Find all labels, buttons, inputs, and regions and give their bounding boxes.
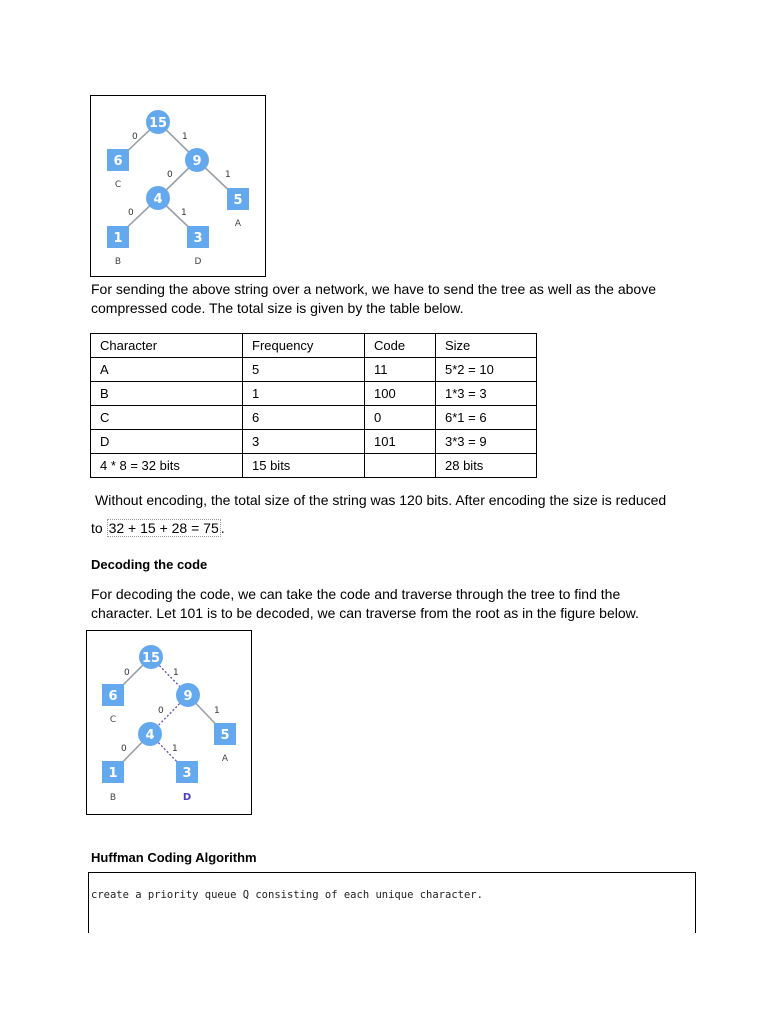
bit-label: 0 — [132, 132, 138, 142]
tree-node-internal — [146, 186, 170, 210]
table-cell: 0 — [365, 406, 436, 430]
tree-leaf-d — [176, 761, 198, 783]
char-label: B — [114, 257, 122, 267]
table-cell: 101 — [365, 430, 436, 454]
text-prefix: to — [91, 520, 103, 536]
table-row — [91, 382, 537, 406]
table-cell: A — [91, 358, 243, 382]
table-cell: Character — [91, 334, 243, 358]
bit-label: 0 — [128, 208, 134, 218]
table-cell: C — [91, 406, 243, 430]
decoding-tree-figure — [86, 630, 252, 815]
svg-text:3: 3 — [193, 231, 203, 246]
svg-text:9: 9 — [192, 154, 202, 169]
tree-leaf-a — [214, 723, 236, 745]
svg-text:15: 15 — [148, 116, 168, 131]
char-label: C — [114, 180, 122, 190]
huffman-tree-figure — [90, 95, 266, 277]
bit-label: 1 — [181, 208, 187, 218]
bit-label: 1 — [172, 744, 178, 754]
heading-algorithm: Huffman Coding Algorithm — [91, 850, 257, 865]
table-cell: Code — [365, 334, 436, 358]
size-table — [90, 333, 537, 478]
svg-text:5: 5 — [233, 193, 243, 208]
table-cell: 5 — [243, 358, 365, 382]
sum-expression: 32 + 15 + 28 = 75 — [108, 520, 219, 536]
bit-label: 1 — [182, 132, 188, 142]
char-label: A — [234, 219, 242, 229]
svg-text:15: 15 — [141, 651, 161, 666]
table-cell: 1 — [243, 382, 365, 406]
tree-leaf-d — [187, 226, 209, 248]
table-cell: 4 * 8 = 32 bits — [91, 454, 243, 478]
table-cell: 1*3 = 3 — [436, 382, 537, 406]
paragraph-encoding-line1: Without encoding, the total size of the string was 120 bits. After encoding the size is reduced — [95, 492, 667, 508]
bit-label: 0 — [121, 744, 127, 754]
table-cell: 15 bits — [243, 454, 365, 478]
paragraph-decoding: For decoding the code, we can take the code and traverse through the tree to find the character. Let 101 is to be decoded, we can traverse from the root as in the figure below. — [91, 586, 639, 621]
text-suffix: . — [220, 520, 225, 536]
table-cell: Size — [436, 334, 537, 358]
svg-text:6: 6 — [108, 689, 118, 704]
bit-label: 1 — [173, 668, 179, 678]
bit-label: 1 — [225, 170, 231, 180]
table-cell: 3 — [243, 430, 365, 454]
table-header-row — [91, 334, 537, 358]
table-cell: 6 — [243, 406, 365, 430]
paragraph-encoding-line2 — [91, 519, 225, 538]
char-label: C — [109, 715, 117, 725]
tree-leaf-b — [102, 761, 124, 783]
char-label-highlighted: D — [182, 792, 192, 803]
svg-text:3: 3 — [182, 766, 192, 781]
char-label: B — [109, 793, 117, 803]
code-line: create a priority queue Q consisting of each unique character. — [91, 889, 483, 901]
tree-node-root — [139, 645, 163, 669]
bit-label: 0 — [124, 668, 130, 678]
tree-leaf-c — [107, 149, 129, 171]
table-cell: B — [91, 382, 243, 406]
svg-text:4: 4 — [145, 728, 155, 743]
tree-leaf-c — [102, 684, 124, 706]
table-cell: 3*3 = 9 — [436, 430, 537, 454]
table-cell: 6*1 = 6 — [436, 406, 537, 430]
table-row — [91, 454, 537, 478]
bit-label: 0 — [167, 170, 173, 180]
tree-node-internal — [185, 148, 209, 172]
svg-text:9: 9 — [183, 689, 193, 704]
table-cell — [365, 454, 436, 478]
char-label: D — [194, 257, 202, 267]
tree-node-internal — [138, 722, 162, 746]
tree-leaf-a — [227, 188, 249, 210]
table-row — [91, 358, 537, 382]
svg-text:4: 4 — [153, 192, 163, 207]
svg-text:5: 5 — [220, 728, 230, 743]
table-cell: 28 bits — [436, 454, 537, 478]
heading-decoding: Decoding the code — [91, 557, 208, 572]
table-cell: 5*2 = 10 — [436, 358, 537, 382]
tree-node-root — [146, 110, 170, 134]
table-cell: 100 — [365, 382, 436, 406]
table-cell: D — [91, 430, 243, 454]
table-row — [91, 406, 537, 430]
svg-text:1: 1 — [108, 766, 118, 781]
table-cell: Frequency — [243, 334, 365, 358]
bit-label: 1 — [214, 706, 220, 716]
svg-text:6: 6 — [113, 154, 123, 169]
table-cell: 11 — [365, 358, 436, 382]
svg-text:1: 1 — [113, 231, 123, 246]
bit-label: 0 — [158, 706, 164, 716]
paragraph-sending: For sending the above string over a network, we have to send the tree as well as the above compressed code. The total size is given by the table below. — [91, 281, 656, 316]
tree-leaf-b — [107, 226, 129, 248]
char-label: A — [221, 754, 229, 764]
code-block — [88, 872, 696, 933]
tree-node-internal — [176, 683, 200, 707]
table-row — [91, 430, 537, 454]
